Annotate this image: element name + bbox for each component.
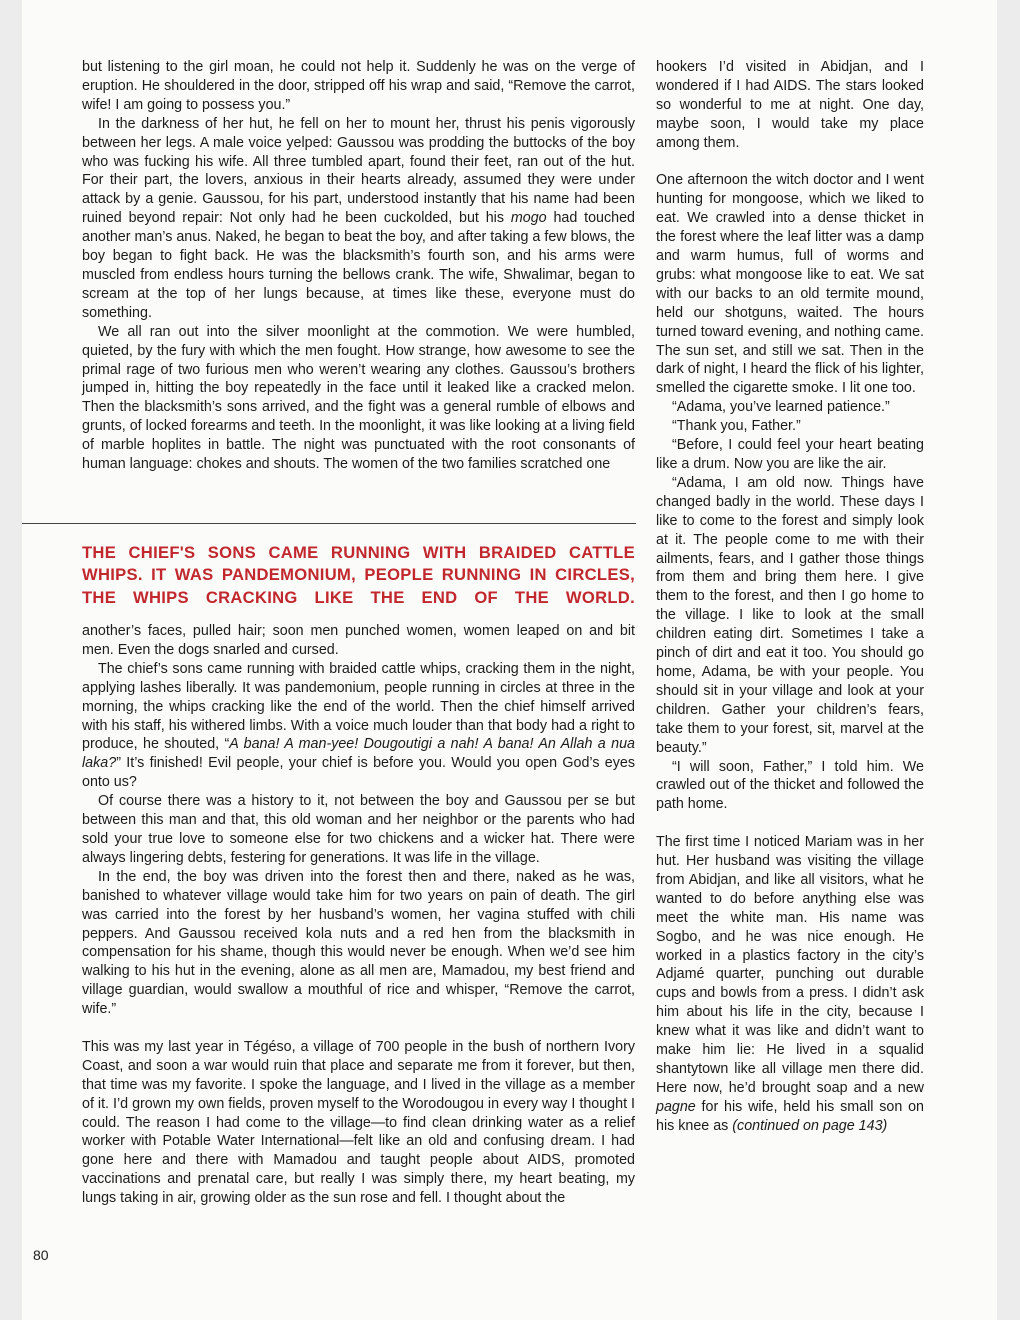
paragraph: “Adama, you’ve learned patience.” bbox=[672, 399, 890, 416]
paragraph: The chief’s sons came running with braided cattle whips, cracking them in the night, applying lashes liberally. It was pandemonium, people running in circles at three in the morning, the whips cracking like the end of the world. Then the chief himself arrived with his staff, his withered limbs. With a voice much louder than that body had a right to produce, he shouted, “A bana! A man-yee! Dougoutigi a nah! A bana! An Allah a nua laka?” It’s finished! Evil people, your chief is before you. Would you open God’s eyes onto us? bbox=[82, 660, 635, 791]
paragraph: In the darkness of her hut, he fell on her to mount her, thrust his penis vigorously between her legs. A male voice yelped: Gaussou was prodding the buttocks of the boy who was fucking his wife. All three tumbled apart, found their feet, ran out of the hut. For their part, the lovers, anxious in their hearts already, assumed they were under attack by a genie. Gaussou, for his part, understood instantly that his name had been ruined beyond repair: Not only had he been cuckolded, but his mogo had touched another man’s anus. Naked, he began to beat the boy, and after taking a few blows, the boy began to fight back. He was the blacksmith’s fourth son, and his arms were muscled from endless hours turning the bellows crank. The wife, Shwalimar, began to scream at the top of her lungs because, at times like these, everyone must do something. bbox=[82, 115, 635, 321]
left-column-bottom bbox=[82, 622, 635, 1208]
paragraph: This was my last year in Tégéso, a village of 700 people in the bush of northern Ivory Coast, and soon a war would ruin that place and separate me from it forever, but then, that time was my favorite. I spoke the language, and I lived in the village as a member of it. I’d grown my own fields, proven myself to the Worodougou in every way I thought I could. The reason I had come to the village—to find clean drinking water as a relief worker with Potable Water International—felt like an old and confusing dream. I had gone here and there with Mamadou and taught people about AIDS, promoted vaccinations and prenatal care, but really I was simply there, my heart beating, my lungs taking in air, growing older as the sun rose and fell. I thought about the bbox=[82, 1038, 635, 1207]
paragraph: “Before, I could feel your heart beating like a drum. Now you are like the air. bbox=[656, 437, 924, 473]
paragraph: hookers I’d visited in Abidjan, and I wondered if I had AIDS. The stars looked so wonderful to me at night. One day, maybe soon, I would take my place among them. bbox=[656, 59, 924, 151]
continued-note: (continued on page 143) bbox=[732, 1117, 888, 1134]
magazine-page bbox=[22, 0, 997, 1320]
paragraph: “Adama, I am old now. Things have changed badly in the world. These days I like to come to the forest and simply look at it. The people come to me with their ailments, fears, and I gather those things from them and bring them here. I give them to the forest, and then I go home to the village. I like to look at the small children eating dirt. Sometimes I take a pinch of dirt and eat it too. You should go home, Adama, be with your people. You should sit in your village and look at your children. Gather your children’s fears, take them to your forest, sit, marvel at the beauty.” bbox=[656, 474, 924, 756]
right-column bbox=[656, 58, 924, 1136]
paragraph: “I will soon, Father,” I told him. We crawled out of the thicket and followed the path home. bbox=[656, 758, 924, 813]
paragraph: Of course there was a history to it, not between the boy and Gaussou per se but between this man and that, this old woman and her neighbor or the parents who had sold your true love to someone else for two chickens and a wicker hat. There were always lingering debts, festering for generations. It was life in the village. bbox=[82, 793, 635, 866]
paragraph: “Thank you, Father.” bbox=[672, 418, 801, 435]
paragraph: One afternoon the witch doctor and I went hunting for mongoose, which we liked to eat. We crawled into a dense thicket in the forest where the leaf litter was a damp and warm humus, full of worms and grubs: what mongoose like to eat. We sat with our backs to an old termite mound, held our shotguns, waited. The hours turned toward evening, and nothing came. The sun set, and still we sat. Then in the dark of night, I heard the flick of his lighter, smelled the cigarette smoke. I lit one too. bbox=[656, 172, 924, 397]
pull-quote: THE CHIEF'S SONS CAME RUNNING WITH BRAIDED CATTLE WHIPS. IT WAS PANDEMONIUM, PEOPLE RUNNING IN CIRCLES, THE WHIPS CRACKING LIKE THE END OF THE WORLD. bbox=[82, 543, 635, 607]
paragraph: another’s faces, pulled hair; soon men punched women, women leaped on and bit men. Even the dogs snarled and cursed. bbox=[82, 623, 635, 658]
paragraph: The first time I noticed Mariam was in her hut. Her husband was visiting the village from Abidjan, and like all visitors, what he wanted to do before anything else was meet the white man. His name was Sogbo, and he was nice enough. He worked in a plastics factory in the city’s Adjamé quarter, punching out durable cups and bowls from a press. I didn’t ask him about his life in the city, because I knew what it was like and didn’t want to make him lie: He lived in a squalid shantytown like all village men there did. Here now, he’d brought soap and a new pagne for his wife, held his small son on his knee as (continued on page 143) bbox=[656, 834, 924, 1134]
paragraph: but listening to the girl moan, he could not help it. Suddenly he was on the verge of eruption. He shouldered in the door, stripped off his wrap and said, “Remove the carrot, wife! I am going to possess you.” bbox=[82, 59, 635, 113]
paragraph: In the end, the boy was driven into the forest then and there, naked as he was, banished to whatever village would take him for two years on pain of death. The girl was carried into the forest by her husband’s women, her vagina stuffed with chili peppers. And Gaussou received kola nuts and a red hen from the blacksmith in compensation for his shame, though this would never be enough. When we’d see him walking to his hut in the evening, alone as all men are, Mamadou, my best friend and village guardian, would swallow a mouthful of rice and whisper, “Remove the carrot, wife.” bbox=[82, 868, 635, 1018]
left-column-top bbox=[82, 58, 635, 474]
divider-rule bbox=[22, 523, 636, 524]
paragraph: We all ran out into the silver moonlight at the commotion. We were humbled, quieted, by the fury with which the men fought. How strange, how awesome to see the primal rage of two furious men who weren’t wearing any clothes. Gaussou’s brothers jumped in, hitting the boy repeatedly in the face until it leaked like a cracked melon. Then the blacksmith’s sons arrived, and the fight was a general rumble of elbows and grunts, of locked forearms and teeth. In the moonlight, it was like looking at a living field of marble hoplites in battle. The night was punctuated with the root consonants of human language: chokes and shouts. The women of the two families scratched one bbox=[82, 323, 635, 473]
page-number: 80 bbox=[33, 1247, 49, 1263]
